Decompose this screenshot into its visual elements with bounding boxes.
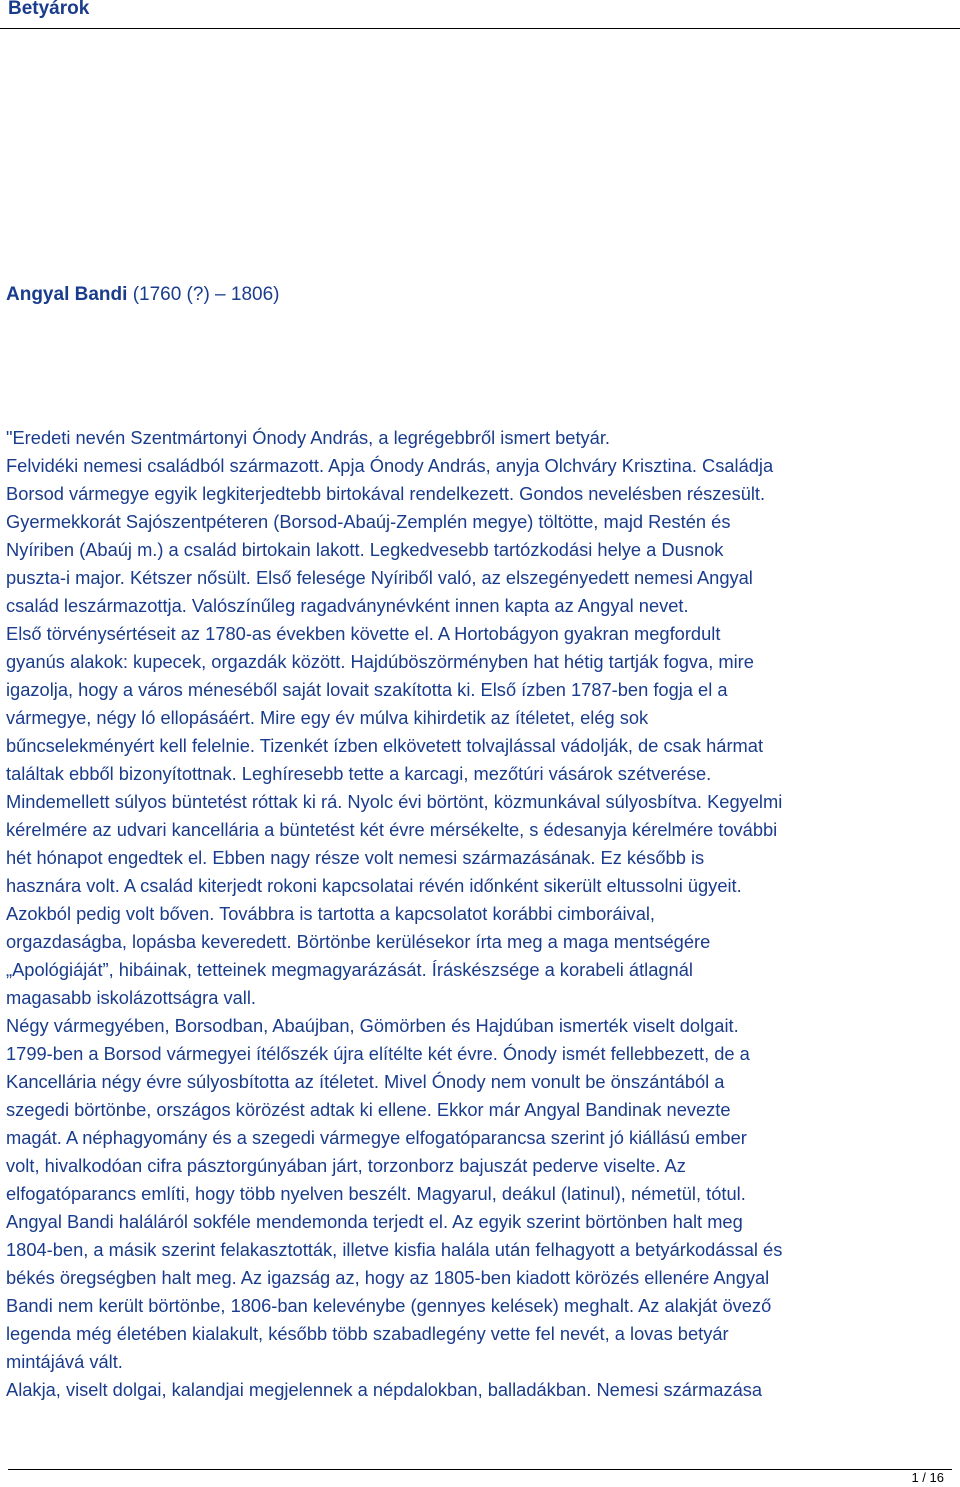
article-heading-name: Angyal Bandi (6, 284, 128, 305)
body-line: Alakja, viselt dolgai, kalandjai megjelennek a népdalokban, balladákban. Nemesi származása (6, 1379, 763, 1400)
page-header (0, 0, 960, 29)
body-line: magát. A néphagyomány és a szegedi vármegye elfogatóparancsa szerint jó kiállású ember (6, 1127, 747, 1148)
body-line: Angyal Bandi haláláról sokféle mendemonda terjedt el. Az egyik szerint börtönben halt meg (6, 1211, 743, 1232)
document-title: Betyárok (8, 0, 90, 19)
body-line: elfogatóparancs említi, hogy több nyelven beszélt. Magyarul, deákul (latinul), németül, tótul. (6, 1183, 746, 1204)
body-line: Borsod vármegye egyik legkiterjedtebb birtokával rendelkezett. Gondos nevelésben részesült. (6, 483, 766, 504)
body-line: Nyíriben (Abaúj m.) a család birtokain lakott. Legkedvesebb tartózkodási helye a Dusnok (6, 539, 724, 560)
body-line: Azokból pedig volt bőven. Továbbra is tartotta a kapcsolatot korábbi cimboráival, (6, 903, 656, 924)
body-line: 1799-ben a Borsod vármegyei ítélőszék újra elítélte két évre. Ónody ismét fellebbezett, de a (6, 1043, 750, 1064)
body-line: puszta-i major. Kétszer nősült. Első felesége Nyíriből való, az elszegényedett nemesi Angyal (6, 567, 753, 588)
body-line: volt, hivalkodóan cifra pásztorgúnyában járt, torzonborz bajuszát pederve viselte. Az (6, 1155, 686, 1176)
body-line: hét hónapot engedtek el. Ebben nagy része volt nemesi származásának. Ez később is (6, 847, 705, 868)
body-line: szegedi börtönbe, országos körözést adtak ki ellene. Ekkor már Angyal Bandinak nevezte (6, 1099, 731, 1120)
page-number: 1 / 16 (911, 1470, 944, 1485)
article-body (6, 424, 958, 1404)
body-line: orgazdaságba, lopásba keveredett. Börtönbe kerülésekor írta meg a maga mentségére (6, 931, 711, 952)
body-line: igazolja, hogy a város méneséből saját lovait szakította ki. Első ízben 1787-ben fogja el a (6, 679, 728, 700)
body-line: "Eredeti nevén Szentmártonyi Ónody András, a legrégebbről ismert betyár. (6, 427, 611, 448)
body-line: Bandi nem került börtönbe, 1806-ban kelevénybe (gennyes kelések) meghalt. Az alakját övező (6, 1295, 772, 1316)
article-heading (6, 284, 280, 306)
body-line: család leszármazottja. Valószínűleg ragadványnévként innen kapta az Angyal nevet. (6, 595, 689, 616)
article-heading-dates: (1760 (?) – 1806) (132, 284, 280, 305)
body-line: „Apológiáját”, hibáinak, tetteinek megmagyarázását. Íráskészsége a korabeli átlagnál (6, 959, 693, 980)
body-line: legenda még életében kialakult, később több szabadlegény vette fel nevét, a lovas betyár (6, 1323, 729, 1344)
body-line: találtak ebből bizonyítottnak. Leghíresebb tette a karcagi, mezőtúri vásárok szétverése. (6, 763, 712, 784)
body-line: Kancellária négy évre súlyosbította az ítéletet. Mivel Ónody nem vonult be önszántából a (6, 1071, 725, 1092)
body-line: vármegye, négy ló ellopásáért. Mire egy év múlva kihirdetik az ítéletet, elég sok (6, 707, 649, 728)
footer-divider (8, 1469, 952, 1470)
body-line: gyanús alakok: kupecek, orgazdák között. Hajdúböszörményben hat hétig tartják fogva, mire (6, 651, 754, 672)
body-line: hasznára volt. A család kiterjedt rokoni kapcsolatai révén időnként sikerült eltussolni ügyeit. (6, 875, 742, 896)
body-line: Gyermekkorát Sajószentpéteren (Borsod-Abaúj-Zemplén megye) töltötte, majd Restén és (6, 511, 731, 532)
body-line: Négy vármegyében, Borsodban, Abaújban, Gömörben és Hajdúban ismerték viselt dolgait. (6, 1015, 739, 1036)
body-line: mintájává vált. (6, 1351, 123, 1372)
body-line: kérelmére az udvari kancellária a büntetést két évre mérsékelte, s édesanyja kérelmére további (6, 819, 778, 840)
body-line: békés öregségben halt meg. Az igazság az, hogy az 1805-ben kiadott körözés ellenére Angyal (6, 1267, 770, 1288)
body-line: Első törvénysértéseit az 1780-as években követte el. A Hortobágyon gyakran megfordult (6, 623, 721, 644)
body-line: 1804-ben, a másik szerint felakasztották, illetve kisfia halála után felhagyott a betyárkodással és (6, 1239, 783, 1260)
body-line: Felvidéki nemesi családból származott. Apja Ónody András, anyja Olchváry Krisztina. Családja (6, 455, 774, 476)
body-line: Mindemellett súlyos büntetést róttak ki rá. Nyolc évi börtönt, közmunkával súlyosbítva. Kegyelmi (6, 791, 783, 812)
body-line: bűncselekményért kell felelnie. Tizenkét ízben elkövetett tolvajlással vádolják, de csak hármat (6, 735, 764, 756)
body-line: magasabb iskolázottságra vall. (6, 987, 256, 1008)
